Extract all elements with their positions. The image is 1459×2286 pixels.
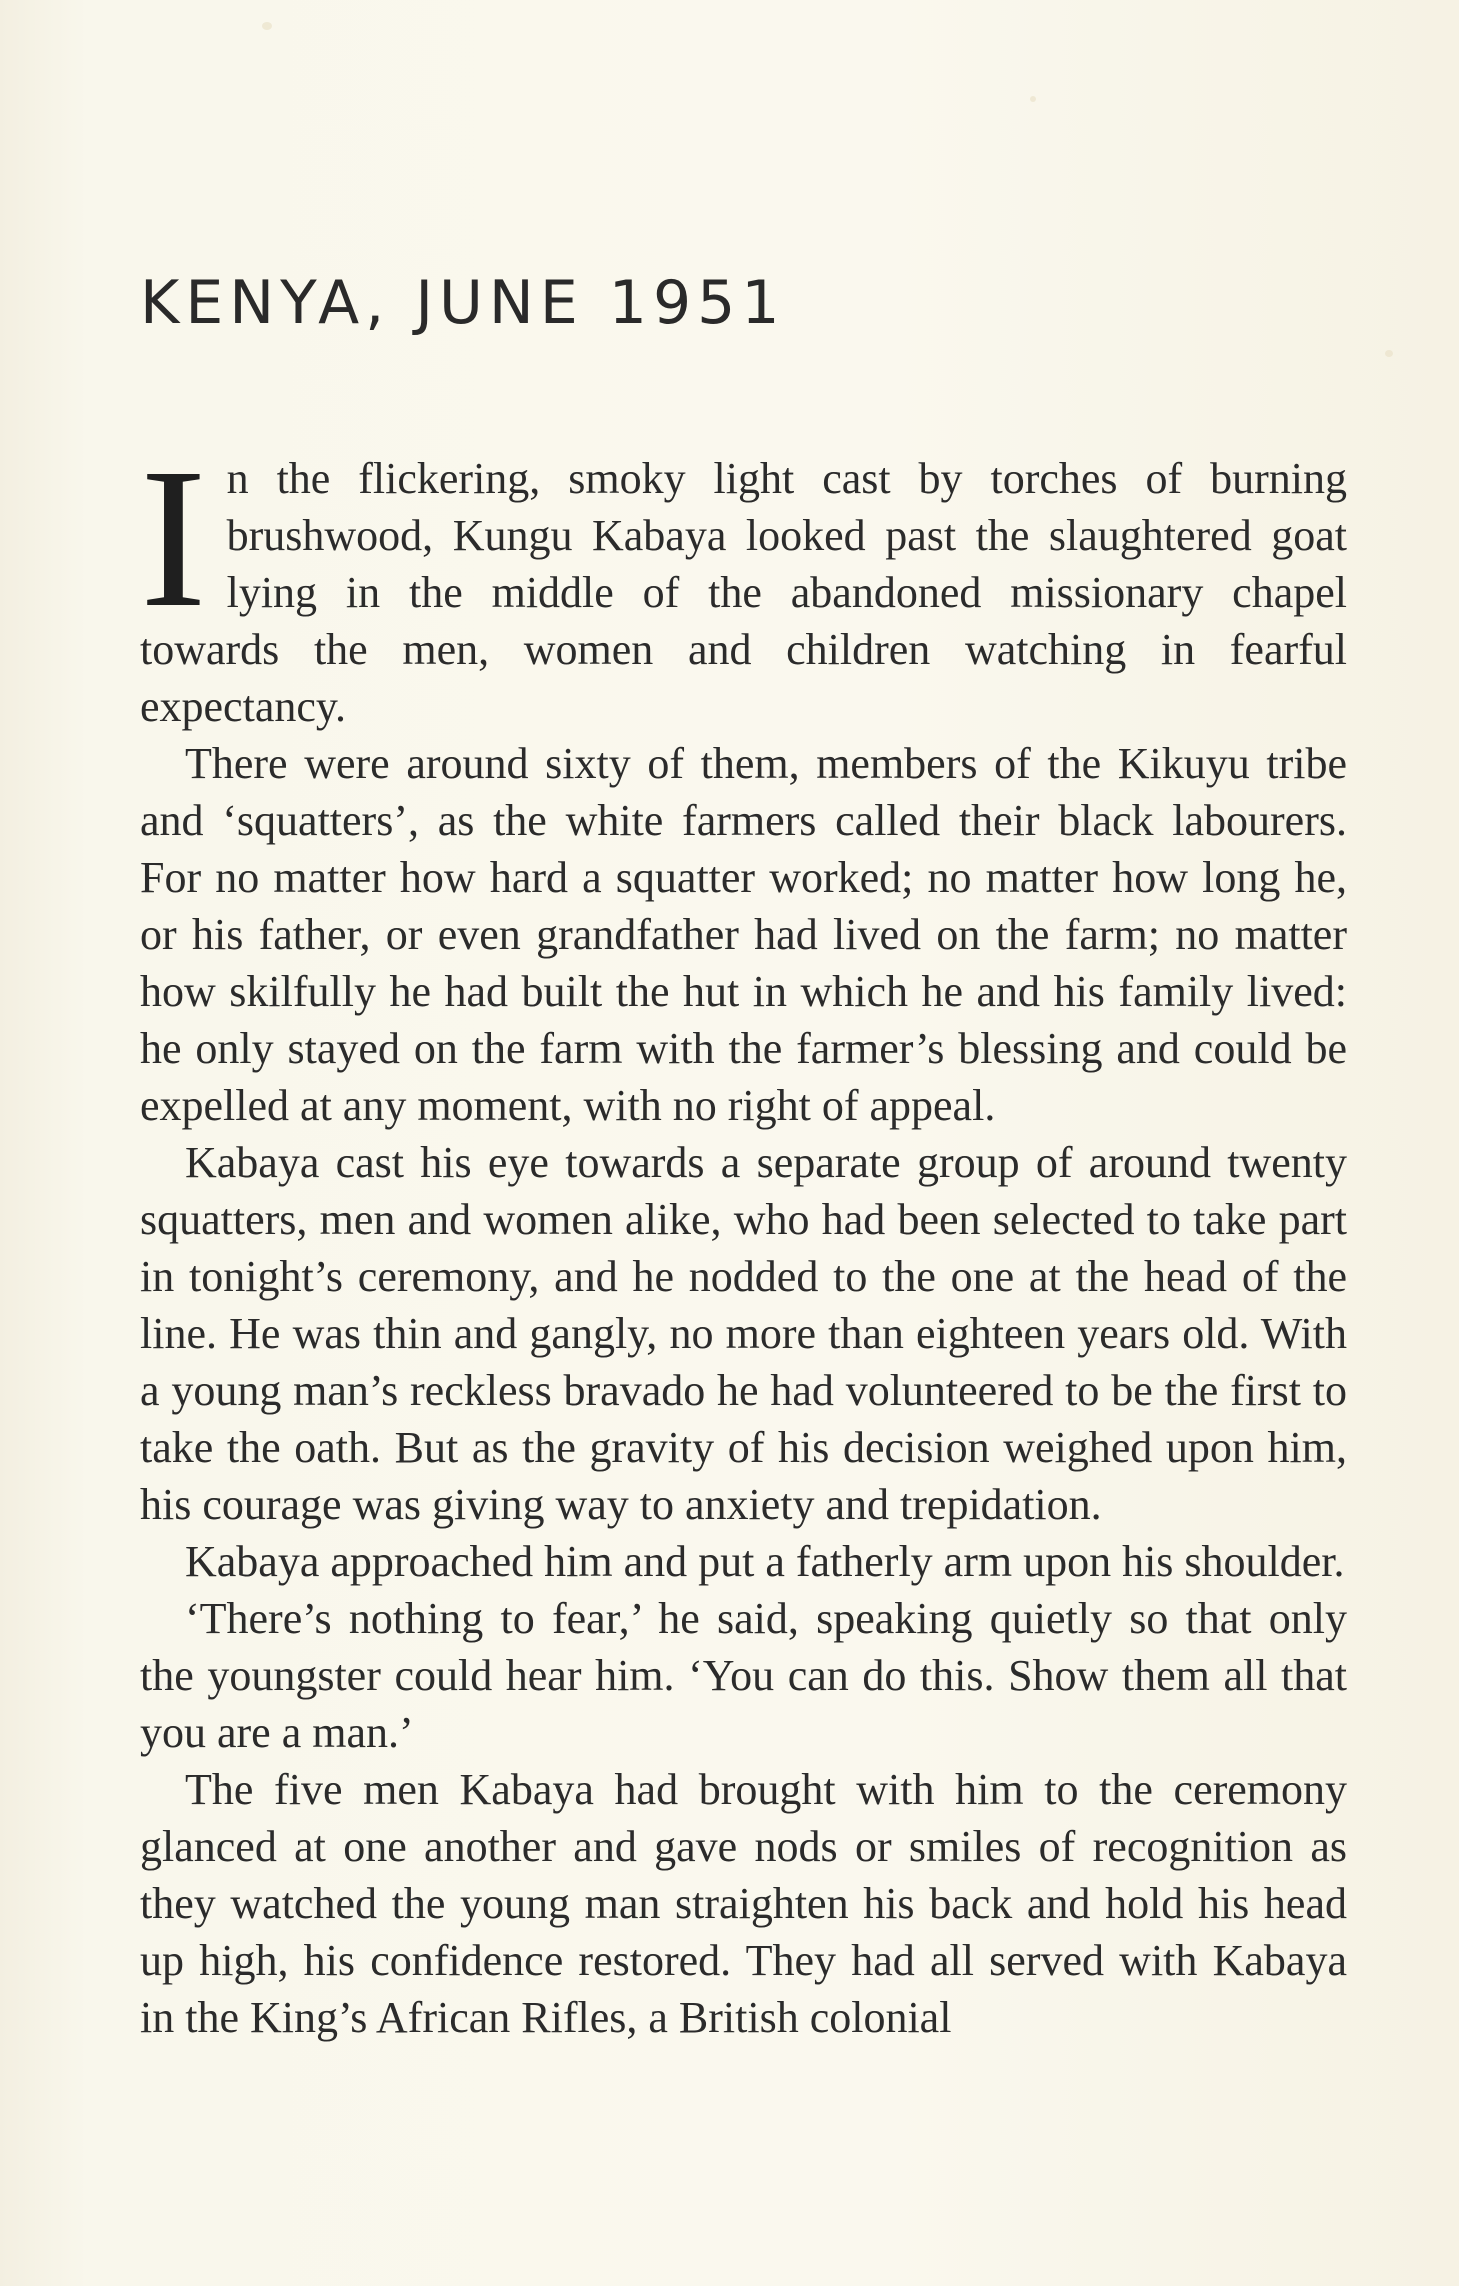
paragraph-2: There were around sixty of them, members of the Kikuyu tribe and ‘squatters’, as the white farmers called their black labourers. For no matter how hard a squatter worked; no matter how long he, or his father, or even grandfather had lived on the farm; no matter how skilfully he had built the hut in which he and his family lived: he only stayed on the farm with the farmer’s blessing and could be expelled at any moment, with no right of appeal. [140,739,1347,1130]
paragraph-4: Kabaya approached him and put a fatherly arm upon his shoulder. [185,1537,1345,1586]
paragraph-5: ‘There’s nothing to fear,’ he said, speaking quietly so that only the youngster could hear him. ‘You can do this. Show them all that you are a man.’ [140,1594,1347,1757]
paper-speck [1030,96,1036,102]
paragraph-6: The five men Kabaya had brought with him to the ceremony glanced at one another and gave nods or smiles of recognition as they watched the young man straighten his back and hold his head up high, his confidence restored. They had all served with Kabaya in the King’s African Rifles, a British colonial [140,1765,1347,2042]
body-text [140,428,1347,2046]
chapter-title: KENYA, JUNE 1951 [140,268,786,338]
paper-speck [1385,350,1393,357]
paper-speck [262,22,272,30]
drop-cap: I [140,428,207,649]
paragraph-3: Kabaya cast his eye towards a separate group of around twenty squatters, men and women alike, who had been selected to take part in tonight’s ceremony, and he nodded to the one at the head of the line. He was thin and gangly, no more than eighteen years old. With a young man’s reckless bravado he had volunteered to be the first to take the oath. But as the gravity of his decision weighed upon him, his courage was giving way to anxiety and trepidation. [140,1138,1347,1529]
paragraph-1 [140,428,1347,735]
paragraph-1-text: n the flickering, smoky light cast by torches of burning brushwood, Kungu Kabaya looked past the slaughtered goat lying in the middle of the abandoned missionary chapel towards the men, women and children watching in fearful expectancy. [140,454,1347,731]
